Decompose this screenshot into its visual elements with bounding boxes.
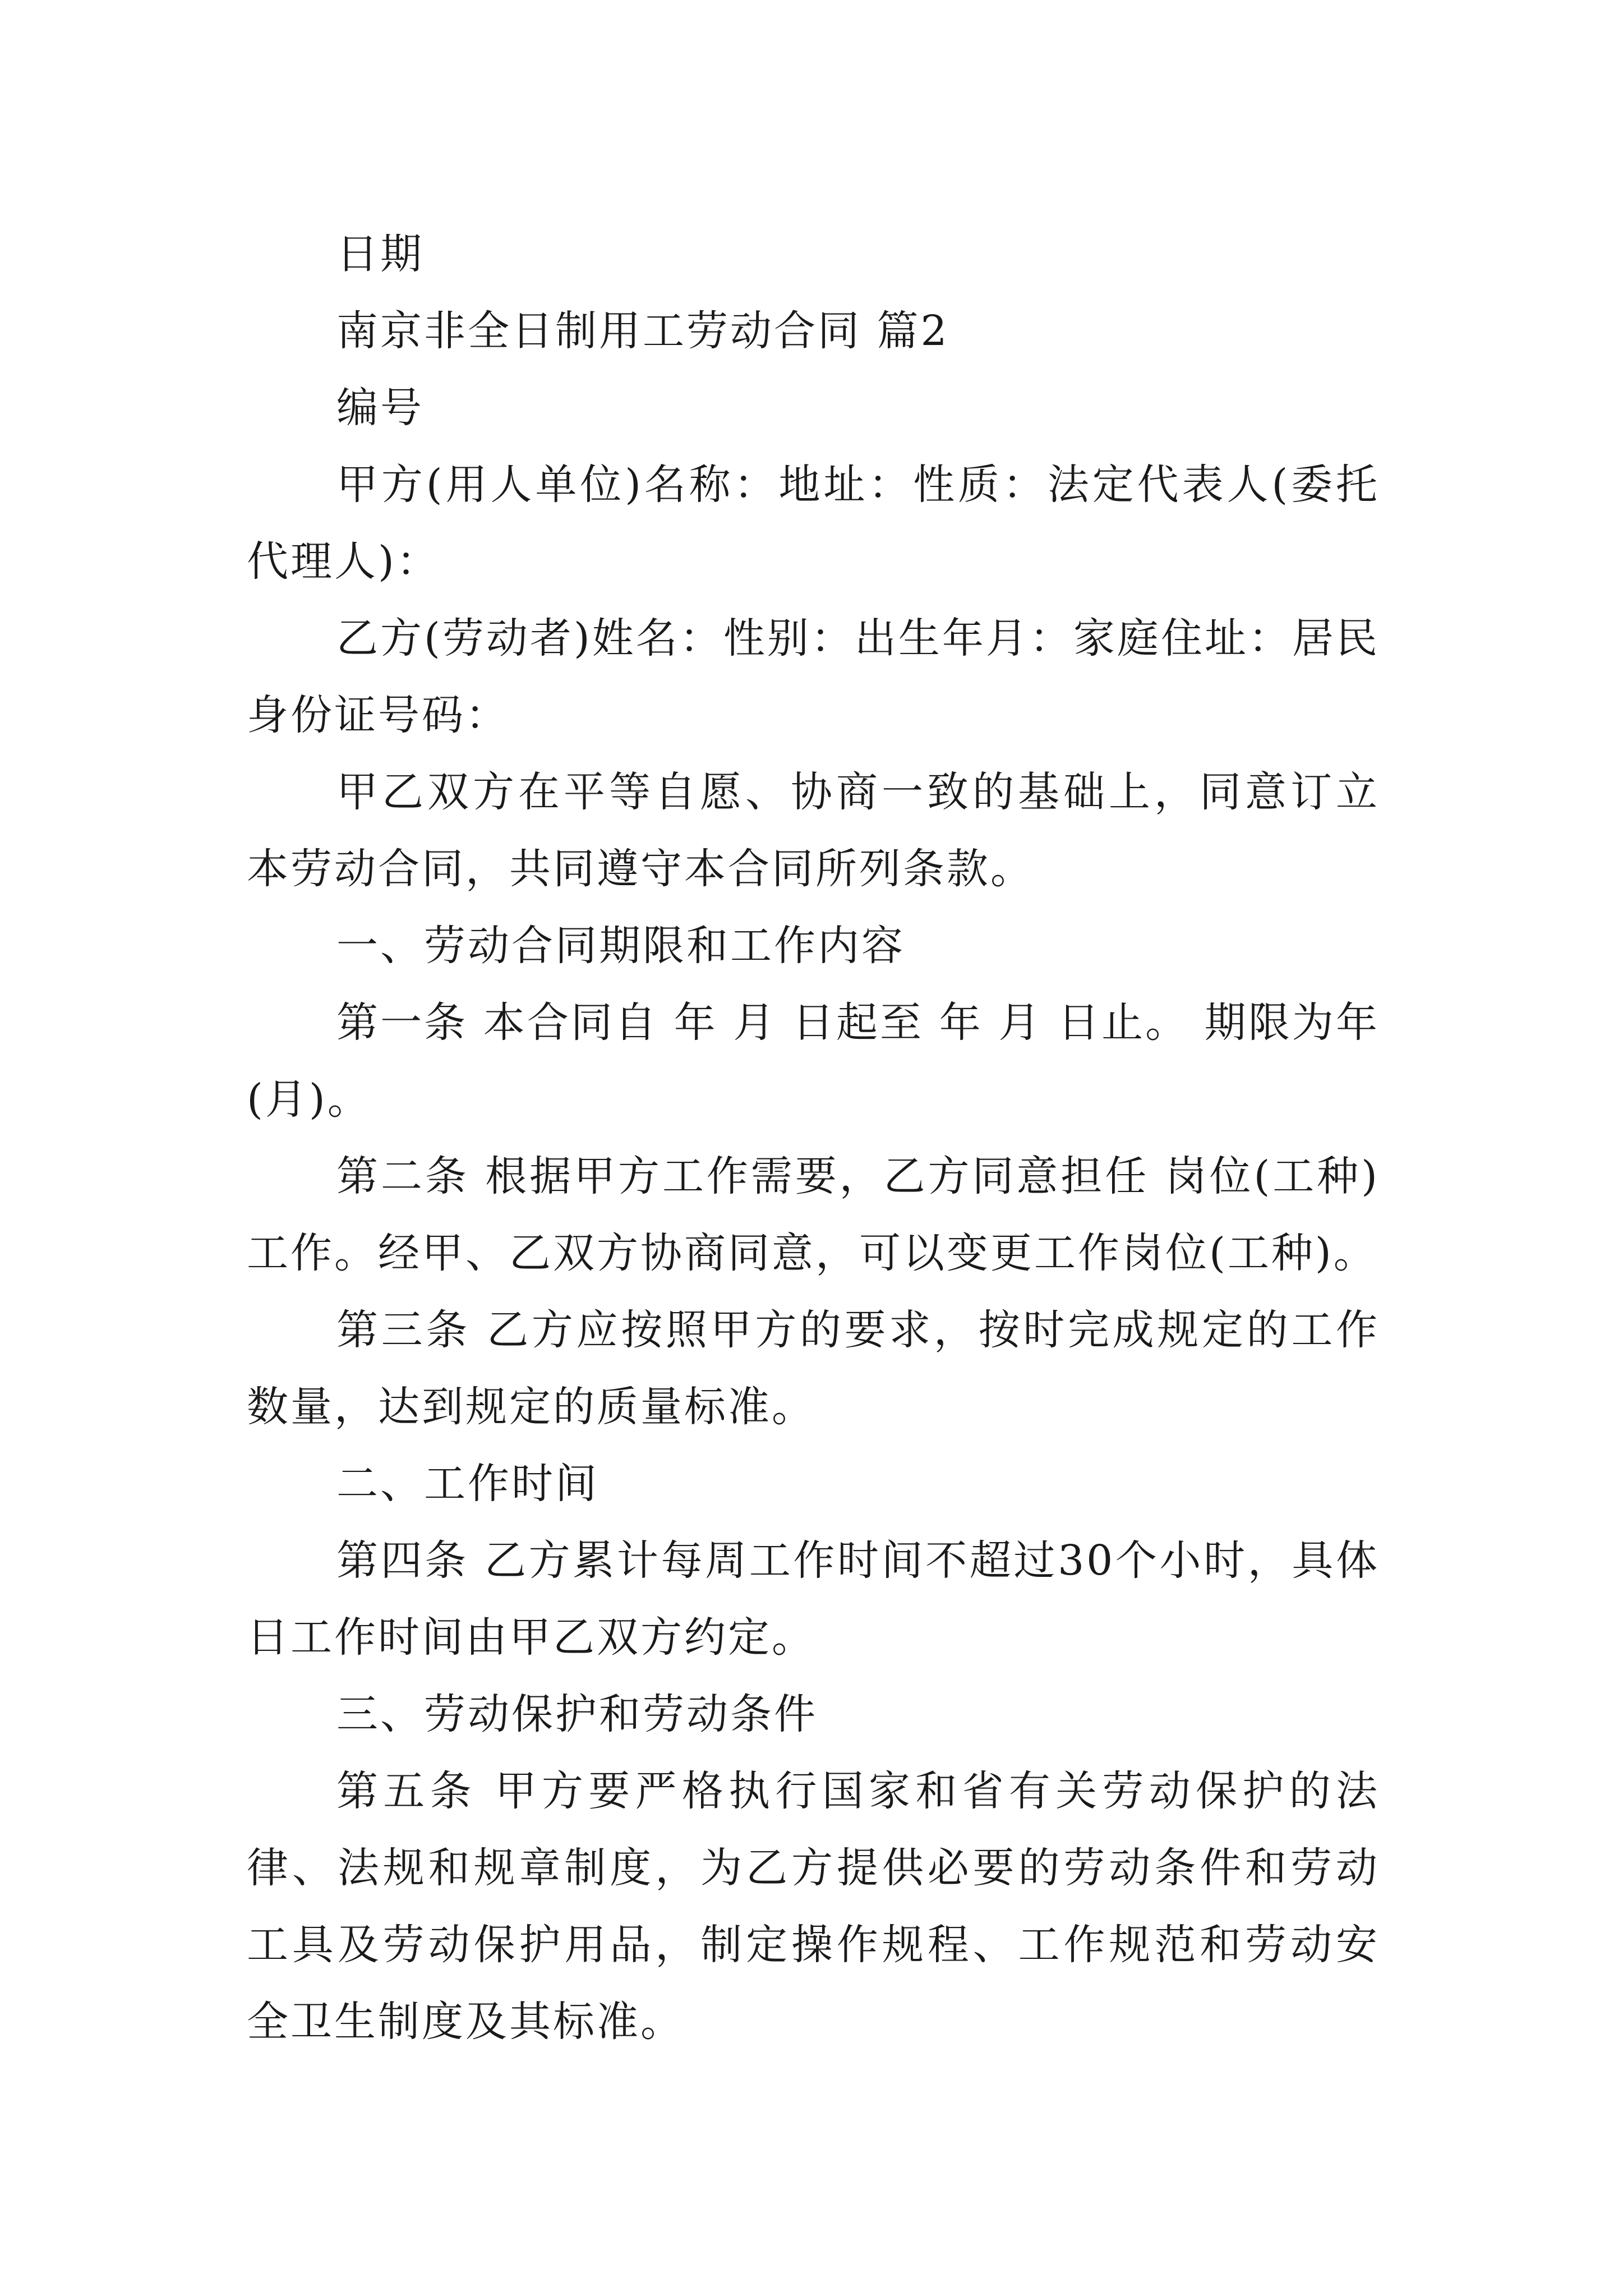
article-5: 第五条 甲方要严格执行国家和省有关劳动保护的法律、法规和规章制度，为乙方提供必要的劳动条件和劳动工具及劳动保护用品，制定操作规程、工作规范和劳动安全卫生制度及其标准。 bbox=[247, 1767, 1380, 2046]
paragraph-contract-title: 南京非全日制用工劳动合同 篇2 bbox=[336, 307, 949, 355]
section-heading-protection: 三、劳动保护和劳动条件 bbox=[336, 1690, 818, 1738]
paragraph-date: 日期 bbox=[336, 230, 424, 278]
article-1: 第一条 本合同自 年 月 日起至 年 月 日止。 期限为年(月)。 bbox=[247, 999, 1380, 1124]
paragraph-number: 编号 bbox=[336, 384, 424, 432]
paragraph-party-b: 乙方(劳动者)姓名：性别：出生年月：家庭住址：居民身份证号码： bbox=[247, 614, 1380, 739]
section-heading-term: 一、劳动合同期限和工作内容 bbox=[336, 922, 905, 970]
paragraph-preamble: 甲乙双方在平等自愿、协商一致的基础上，同意订立本劳动合同，共同遵守本合同所列条款。 bbox=[247, 768, 1380, 893]
article-4: 第四条 乙方累计每周工作时间不超过30个小时，具体日工作时间由甲乙双方约定。 bbox=[247, 1536, 1380, 1662]
article-2: 第二条 根据甲方工作需要，乙方同意担任 岗位(工种)工作。经甲、乙双方协商同意，可以变更工作岗位(工种)。 bbox=[247, 1152, 1380, 1277]
section-heading-hours: 二、工作时间 bbox=[336, 1460, 599, 1508]
paragraph-party-a: 甲方(用人单位)名称：地址：性质：法定代表人(委托代理人)： bbox=[247, 461, 1380, 586]
document-body bbox=[247, 216, 1380, 2060]
article-3: 第三条 乙方应按照甲方的要求，按时完成规定的工作数量，达到规定的质量标准。 bbox=[247, 1306, 1380, 1431]
